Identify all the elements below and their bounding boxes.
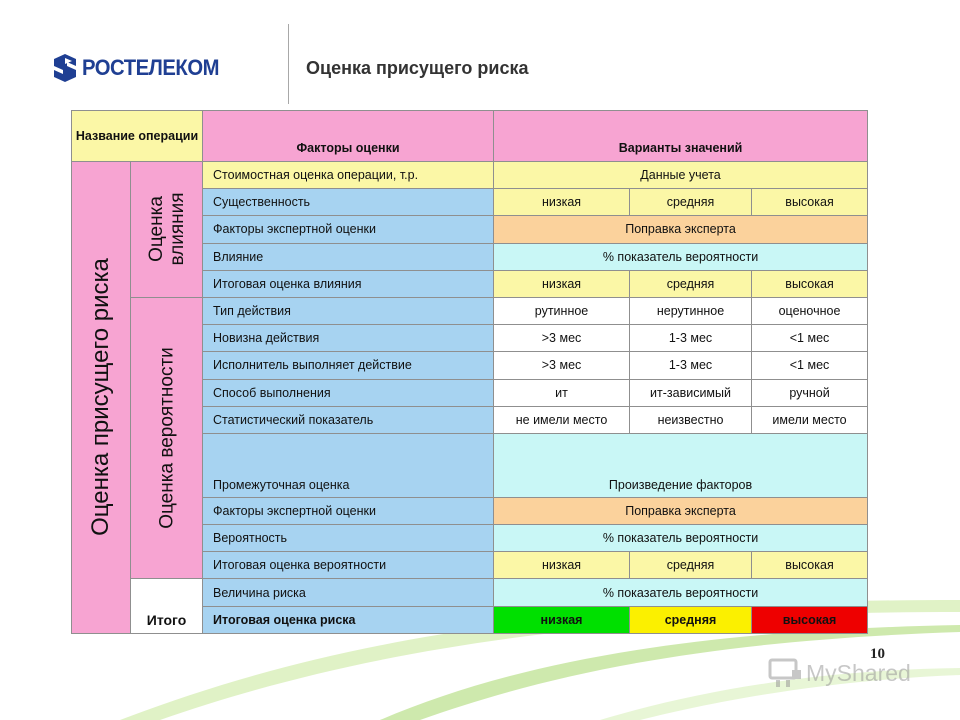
factor-cell: Вероятность	[203, 525, 494, 552]
header-operation-name: Название операции	[72, 111, 203, 162]
factor-cell: Новизна действия	[203, 325, 494, 352]
value-cell: >3 мес	[494, 325, 630, 352]
value-cell: высокая	[752, 189, 868, 216]
company-logo	[52, 52, 231, 84]
group-probability-label: Оценка вероятности	[156, 347, 177, 529]
table-row	[72, 162, 868, 189]
table-row	[72, 579, 868, 606]
page-title: Оценка присущего риска	[306, 58, 529, 78]
value-cell: <1 мес	[752, 352, 868, 379]
value-cell: средняя	[630, 552, 752, 579]
value-cell: нерутинное	[630, 297, 752, 324]
header-factors: Факторы оценки	[203, 111, 494, 162]
value-cell: высокая	[752, 270, 868, 297]
factor-cell: Исполнитель выполняет действие	[203, 352, 494, 379]
value-cell: 1-3 мес	[630, 325, 752, 352]
group-impact	[131, 162, 203, 298]
table-row	[72, 297, 868, 324]
logo-text: РОСТЕЛЕКОМ	[82, 55, 220, 80]
presentation-board-icon	[768, 658, 802, 688]
factor-cell: Итоговая оценка вероятности	[203, 552, 494, 579]
value-cell: не имели место	[494, 406, 630, 433]
group-inherent-risk	[72, 162, 131, 634]
risk-low-cell: низкая	[494, 606, 630, 633]
group-impact-label: Оценка влияния	[145, 192, 188, 266]
value-cell: неизвестно	[630, 406, 752, 433]
factor-cell: Статистический показатель	[203, 406, 494, 433]
factor-cell: Тип действия	[203, 297, 494, 324]
factor-cell: Способ выполнения	[203, 379, 494, 406]
factor-cell-final: Итоговая оценка риска	[203, 606, 494, 633]
factor-cell: Промежуточная оценка	[203, 433, 494, 497]
value-cell: Произведение факторов	[494, 433, 868, 497]
header-values: Варианты значений	[494, 111, 868, 162]
value-cell: Данные учета	[494, 162, 868, 189]
factor-cell: Стоимостная оценка операции, т.р.	[203, 162, 494, 189]
value-cell: <1 мес	[752, 325, 868, 352]
value-cell: низкая	[494, 552, 630, 579]
value-cell: оценочное	[752, 297, 868, 324]
value-cell: % показатель вероятности	[494, 579, 868, 606]
factor-cell: Факторы экспертной оценки	[203, 497, 494, 524]
value-cell: имели место	[752, 406, 868, 433]
value-cell: ручной	[752, 379, 868, 406]
factor-cell: Факторы экспертной оценки	[203, 216, 494, 243]
group-probability	[131, 297, 203, 579]
factor-cell: Величина риска	[203, 579, 494, 606]
risk-assessment-table	[71, 110, 868, 634]
page-number: 10	[870, 646, 885, 662]
value-cell: средняя	[630, 270, 752, 297]
group-inherent-risk-label: Оценка присущего риска	[87, 258, 114, 537]
value-cell: ит	[494, 379, 630, 406]
factor-cell: Итоговая оценка влияния	[203, 270, 494, 297]
value-cell: ит-зависимый	[630, 379, 752, 406]
value-cell: средняя	[630, 189, 752, 216]
value-cell: 1-3 мес	[630, 352, 752, 379]
value-cell: Поправка эксперта	[494, 497, 868, 524]
risk-medium-cell: средняя	[630, 606, 752, 633]
value-cell: Поправка эксперта	[494, 216, 868, 243]
value-cell: % показатель вероятности	[494, 525, 868, 552]
watermark-text: MyShared	[806, 659, 911, 686]
header-divider	[288, 24, 289, 104]
value-cell: рутинное	[494, 297, 630, 324]
group-total: Итого	[131, 579, 203, 633]
value-cell: низкая	[494, 270, 630, 297]
rostelecom-emblem-icon	[52, 53, 78, 83]
value-cell: низкая	[494, 189, 630, 216]
factor-cell: Существенность	[203, 189, 494, 216]
risk-high-cell: высокая	[752, 606, 868, 633]
value-cell: % показатель вероятности	[494, 243, 868, 270]
value-cell: >3 мес	[494, 352, 630, 379]
watermark	[768, 658, 911, 688]
factor-cell: Влияние	[203, 243, 494, 270]
value-cell: высокая	[752, 552, 868, 579]
